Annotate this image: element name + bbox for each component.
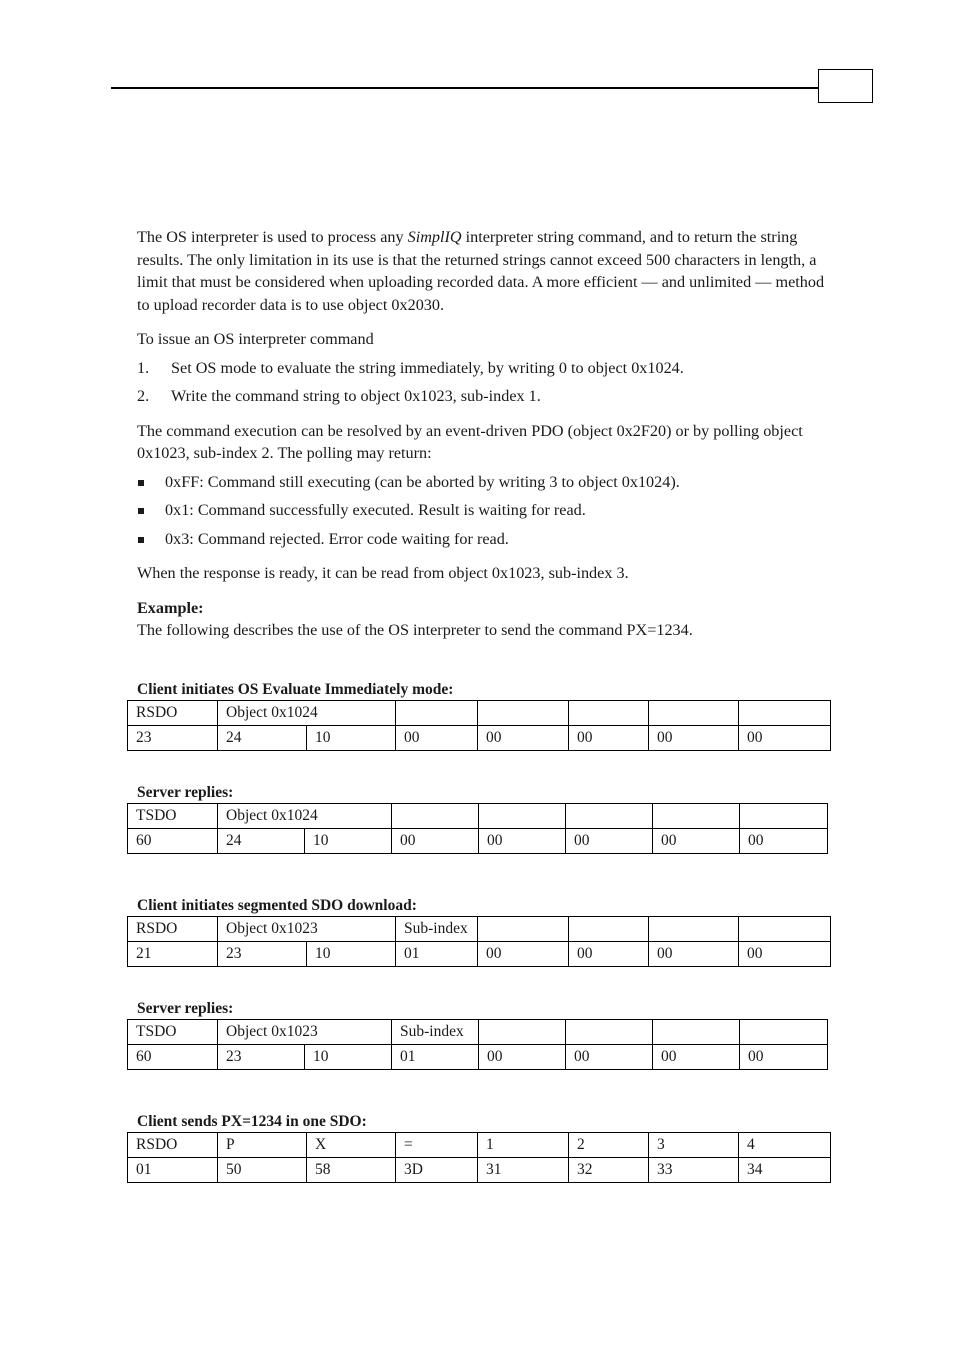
table-cell: 58 [307, 1158, 396, 1183]
table-cell: TSDO [128, 804, 218, 829]
step-item [137, 385, 827, 408]
table-data-row [128, 829, 828, 854]
table-cell: 31 [478, 1158, 569, 1183]
header-rule [111, 87, 819, 89]
table-cell: 00 [649, 726, 739, 751]
table-cell: P [218, 1133, 307, 1158]
table-cell: 01 [128, 1158, 218, 1183]
table-cell: 33 [649, 1158, 739, 1183]
product-name: SimplIQ [407, 228, 462, 246]
table-cell: 24 [218, 829, 305, 854]
table-cell: 23 [128, 726, 218, 751]
step-text: Set OS mode to evaluate the string immediately, by writing 0 to object 0x1024. [171, 358, 684, 377]
table-cell [649, 701, 739, 726]
table-cell: 00 [396, 726, 478, 751]
table-data-row [128, 1045, 828, 1070]
table-cell: Object 0x1023 [218, 1020, 392, 1045]
table-cell: 50 [218, 1158, 307, 1183]
table-cell: 3 [649, 1133, 739, 1158]
table-cell: 00 [569, 726, 649, 751]
table-cell: 10 [307, 942, 396, 967]
table-cell: 00 [739, 942, 831, 967]
table-cell: 21 [128, 942, 218, 967]
table-cell: 00 [392, 829, 479, 854]
table-header-row [128, 701, 831, 726]
table-cell: Sub-index [396, 917, 478, 942]
table-cell: 00 [479, 829, 566, 854]
table-cell: 60 [128, 829, 218, 854]
table-cell [569, 917, 649, 942]
table-cell [569, 701, 649, 726]
sdo-table [127, 700, 831, 751]
table-cell: 00 [653, 1045, 740, 1070]
table-cell: 00 [566, 829, 653, 854]
bullet-square-icon [138, 508, 144, 514]
table-cell: 00 [569, 942, 649, 967]
table-header-row [128, 804, 828, 829]
bullet-item [137, 528, 827, 551]
table-cell: 34 [739, 1158, 831, 1183]
table-cell: 00 [478, 726, 569, 751]
table-cell: 32 [569, 1158, 649, 1183]
table-cell: 24 [218, 726, 307, 751]
table-label: Server replies: [137, 1000, 234, 1017]
table-cell [739, 917, 831, 942]
sdo-table [127, 916, 831, 967]
sdo-table [127, 803, 828, 854]
table-cell: 23 [218, 942, 307, 967]
table-header-row [128, 1133, 831, 1158]
table-cell [396, 701, 478, 726]
table-cell: 3D [396, 1158, 478, 1183]
table-cell [649, 917, 739, 942]
table-cell: = [396, 1133, 478, 1158]
intro-paragraph [137, 226, 827, 316]
response-paragraph: When the response is ready, it can be read from object 0x1023, sub-index 3. [137, 564, 629, 582]
table-cell: RSDO [128, 917, 218, 942]
body-text [137, 226, 827, 642]
step-number: 1. [137, 358, 150, 377]
bullet-item [137, 499, 827, 522]
table-cell: Sub-index [392, 1020, 479, 1045]
sdo-table [127, 1132, 831, 1183]
table-cell: 00 [739, 726, 831, 751]
table-cell: 01 [392, 1045, 479, 1070]
table-cell: 10 [305, 1045, 392, 1070]
table-cell [478, 917, 569, 942]
table-cell [478, 701, 569, 726]
table-cell [392, 804, 479, 829]
table-label: Client sends PX=1234 in one SDO: [137, 1113, 367, 1130]
step-number: 2. [137, 387, 150, 405]
table-data-row [128, 1158, 831, 1183]
table-cell [479, 1020, 566, 1045]
table-cell: 00 [740, 829, 828, 854]
bullet-text: 0x1: Command successfully executed. Result is waiting for read. [165, 501, 586, 519]
table-cell [566, 1020, 653, 1045]
bullet-text: 0x3: Command rejected. Error code waiting for read. [165, 529, 509, 548]
table-cell: 1 [478, 1133, 569, 1158]
table-data-row [128, 942, 831, 967]
bullet-square-icon [138, 537, 144, 543]
table-cell [740, 804, 828, 829]
page-number-box [818, 69, 873, 103]
bullet-square-icon [138, 480, 144, 486]
table-cell: 4 [739, 1133, 831, 1158]
resolution-paragraph: The command execution can be resolved by an event-driven PDO (object 0x2F20) or by polling object 0x1023, sub-index 2. The polling may return: [137, 421, 803, 462]
table-cell: 00 [649, 942, 739, 967]
example-text: The following describes the use of the OS interpreter to send the command PX=1234. [137, 621, 693, 639]
table-cell: Object 0x1023 [218, 917, 396, 942]
step-text: Write the command string to object 0x1023, sub-index 1. [171, 387, 541, 405]
issue-heading: To issue an OS interpreter command [137, 330, 374, 348]
table-data-row [128, 726, 831, 751]
table-cell: 00 [740, 1045, 828, 1070]
table-label: Server replies: [137, 784, 234, 801]
bullet-item [137, 471, 827, 494]
table-cell: TSDO [128, 1020, 218, 1045]
table-cell [479, 804, 566, 829]
table-cell: 10 [307, 726, 396, 751]
table-label: Client initiates segmented SDO download: [137, 897, 417, 914]
table-cell: 2 [569, 1133, 649, 1158]
table-cell [653, 1020, 740, 1045]
table-cell [653, 804, 740, 829]
table-cell: 00 [653, 829, 740, 854]
table-header-row [128, 1020, 828, 1045]
table-cell: 01 [396, 942, 478, 967]
table-cell: X [307, 1133, 396, 1158]
table-cell [739, 701, 831, 726]
table-cell: 00 [566, 1045, 653, 1070]
table-cell: Object 0x1024 [218, 804, 392, 829]
bullet-text: 0xFF: Command still executing (can be aborted by writing 3 to object 0x1024). [165, 472, 680, 491]
sdo-table [127, 1019, 828, 1070]
table-cell: 00 [479, 1045, 566, 1070]
step-item [137, 357, 827, 380]
table-cell: Object 0x1024 [218, 701, 396, 726]
table-cell [740, 1020, 828, 1045]
intro-text-1: The OS interpreter is used to process any [137, 228, 408, 246]
intro-text-2: interpreter string command, and to return the string results. The only limitation in its use is that the returned strings cannot exceed 500 characters in length, a limit that must be considered when uploading recorded data. A more efficient — and unlimited — method to upload recorder data is to use object 0x2030. [137, 228, 825, 314]
table-cell [566, 804, 653, 829]
table-cell: 60 [128, 1045, 218, 1070]
table-label: Client initiates OS Evaluate Immediately mode: [137, 681, 454, 698]
table-cell: RSDO [128, 1133, 218, 1158]
table-cell: RSDO [128, 701, 218, 726]
example-label: Example: [137, 598, 204, 617]
table-cell: 23 [218, 1045, 305, 1070]
table-cell: 10 [305, 829, 392, 854]
table-header-row [128, 917, 831, 942]
table-cell: 00 [478, 942, 569, 967]
